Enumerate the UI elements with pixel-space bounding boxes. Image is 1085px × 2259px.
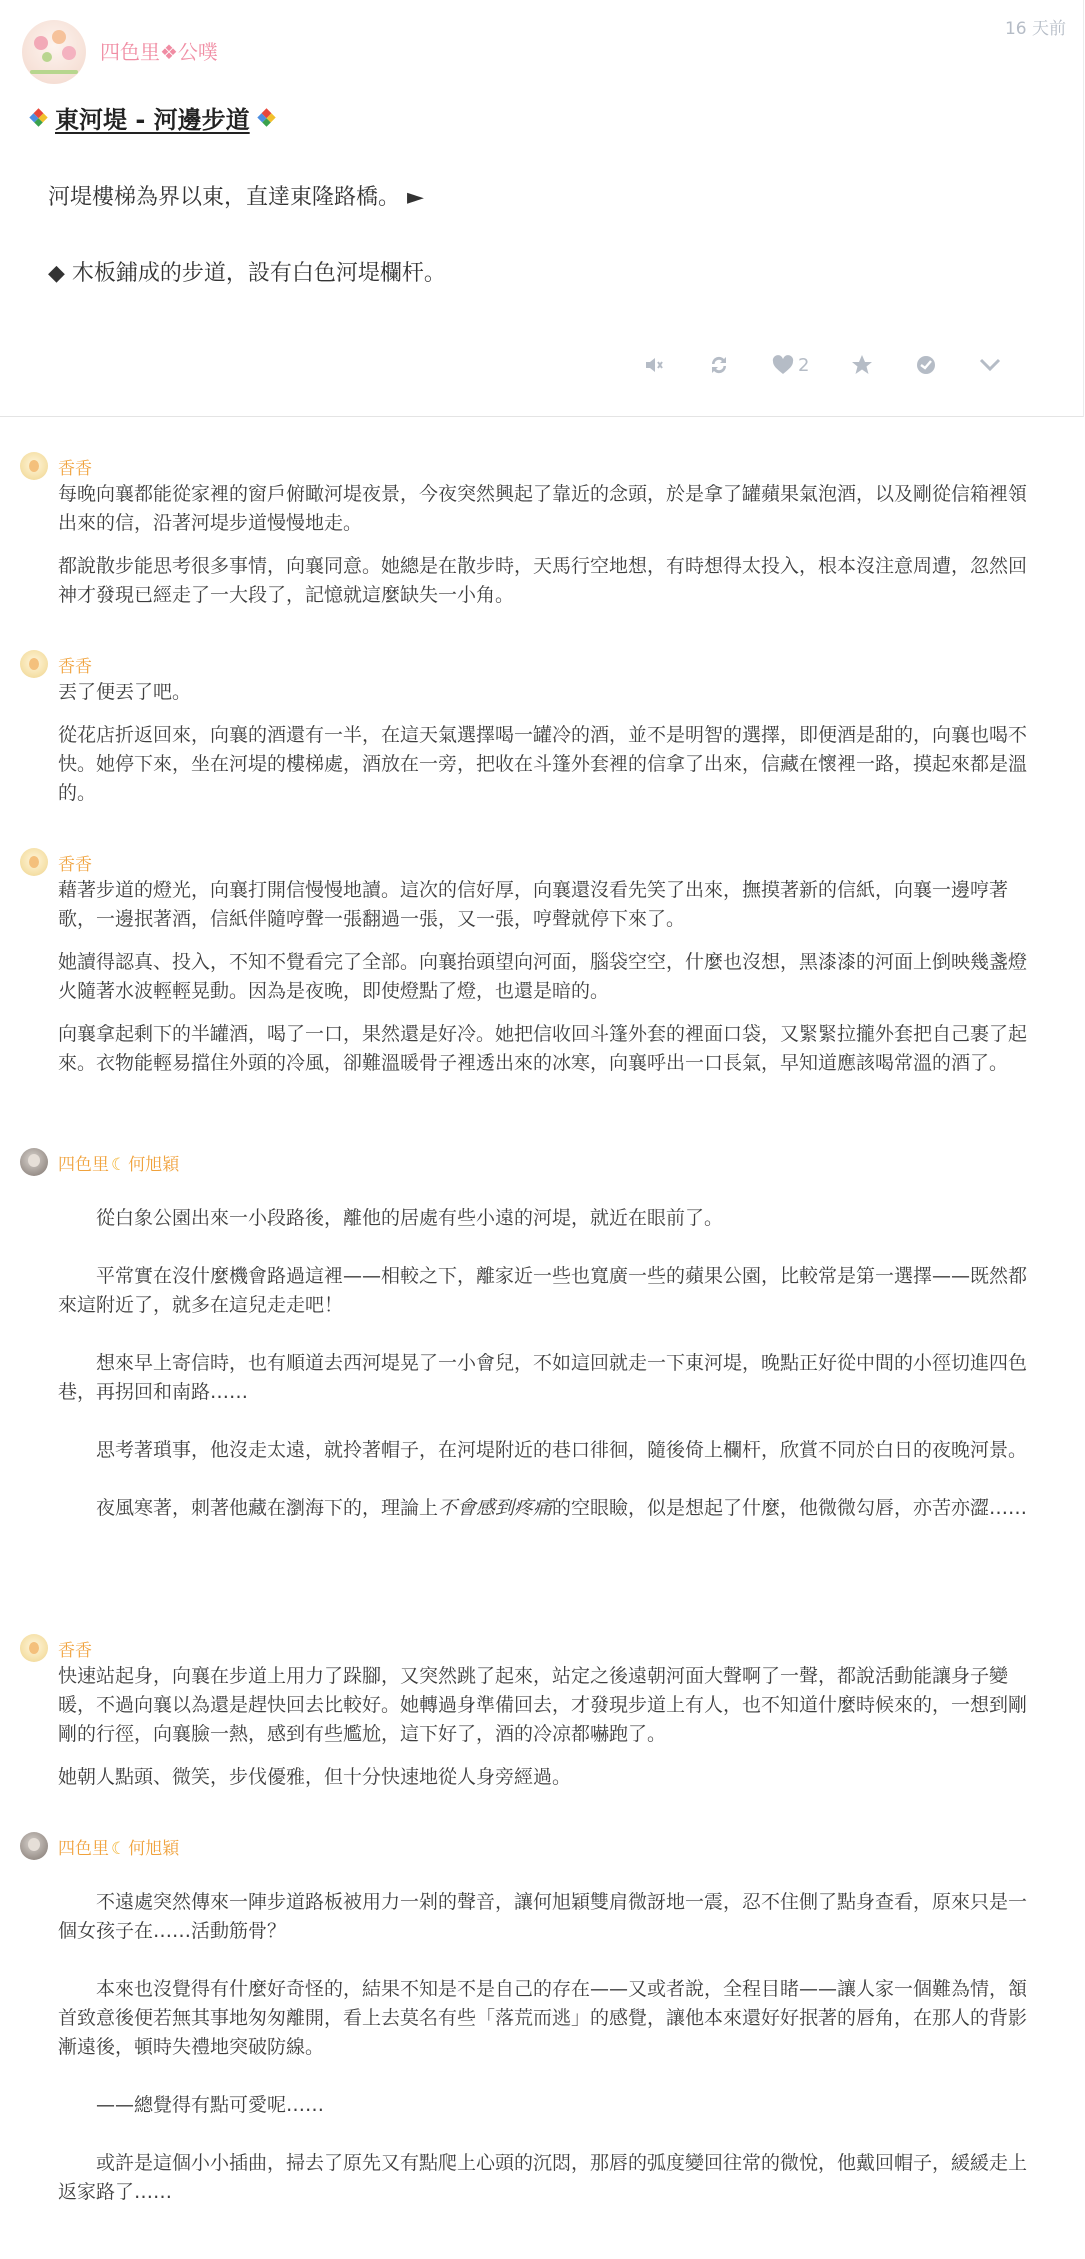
avatar[interactable] xyxy=(20,1148,48,1176)
more-button[interactable] xyxy=(979,358,1001,372)
author-nickname: 四色里 xyxy=(58,1155,109,1175)
post-text-line: 河堤樓梯為界以東，直達東隆路橋。 ► xyxy=(48,185,424,210)
response-paragraph: 向襄拿起剩下的半罐酒，喝了一口，果然還是好冷。她把信收回斗篷外套的裡面口袋，又緊緊拉攏外套把自己裹了起來。衣物能輕易擋住外頭的冷風，卻難溫暖骨子裡透出來的冰寒，向襄呼出一口長氣，早知道應該喝常溫的酒了。 xyxy=(58,1023,1028,1074)
block-icon xyxy=(915,354,937,376)
avatar[interactable] xyxy=(20,848,48,876)
chevron-down-icon xyxy=(979,358,1001,372)
author-nickname: 四色里 xyxy=(58,1839,109,1859)
replurk-button[interactable] xyxy=(708,354,730,376)
response-paragraph: 思考著瑣事，他沒走太遠，就拎著帽子，在河堤附近的巷口徘徊，隨後倚上欄杆，欣賞不同於白日的夜晚河景。 xyxy=(96,1439,1028,1461)
heart-icon xyxy=(772,355,794,375)
response-body xyxy=(58,876,1036,1078)
response-paragraph: 想來早上寄信時，也有順道去西河堤晃了一小會兒，不如這回就走一下東河堤，晚點正好從中間的小徑切進四色巷，再拐回和南路…… xyxy=(58,1352,1028,1403)
post-timestamp: 16 天前 xyxy=(1004,19,1066,39)
mute-button[interactable] xyxy=(644,355,666,375)
post-author-avatar[interactable] xyxy=(22,20,86,84)
response-paragraph: 快速站起身，向襄在步道上用力了跺腳，又突然跳了起來，站定之後遠朝河面大聲啊了一聲，都說活動能讓身子變暖，不過向襄以為還是趕快回去比較好。她轉過身準備回去，才發現步道上有人，也不知道什麼時候來的，一想到剛剛的行徑，向襄臉一熱，感到有些尷尬，這下好了，酒的冷凉都嚇跑了。 xyxy=(58,1665,1028,1745)
response-body xyxy=(58,678,1036,808)
response-paragraph: 或許是這個小小插曲，掃去了原先又有點爬上心頭的沉悶，那唇的弧度變回往常的微悅，他戴回帽子，緩緩走上返家路了…… xyxy=(58,2152,1028,2203)
response-body xyxy=(58,1662,1036,1792)
response-paragraph: 她朝人點頭、微笑，步伐優雅，但十分快速地從人身旁經過。 xyxy=(58,1766,572,1788)
post-title-row xyxy=(22,100,283,135)
post-actions xyxy=(644,354,1001,376)
response-author[interactable]: 香香 xyxy=(58,1641,92,1661)
post-text-line: ◆ 木板鋪成的步道，設有白色河堤欄杆。 xyxy=(48,261,446,286)
paragraph-text: 夜風寒著，刺著他藏在瀏海下的，理論上 xyxy=(96,1497,439,1519)
response-paragraph: 平常實在沒什麼機會路過這裡——相較之下，離家近一些也寬廣一些的蘋果公園，比較常是第一選擇——既然都來這附近了，就多在這兒走走吧！ xyxy=(58,1265,1028,1316)
avatar[interactable] xyxy=(20,1832,48,1860)
response-paragraph xyxy=(58,1494,1036,1523)
block-button[interactable] xyxy=(915,354,937,376)
avatar[interactable] xyxy=(20,650,48,678)
diamond-icon xyxy=(257,108,275,126)
response-paragraph: 藉著步道的燈光，向襄打開信慢慢地讀。這次的信好厚，向襄還沒看先笑了出來，撫摸著新的信紙，向襄一邊哼著歌，一邊抿著酒，信紙伴隨哼聲一張翻過一張，又一張，哼聲就停下來了。 xyxy=(58,879,1009,930)
response-paragraph: 不遠處突然傳來一陣步道路板被用力一剁的聲音，讓何旭穎雙肩微訝地一震，忍不住側了點身查看，原來只是一個女孩子在……活動筋骨？ xyxy=(58,1891,1028,1942)
plurk-post xyxy=(0,0,1084,417)
paragraph-text: 的空眼瞼，似是想起了什麼，他微微勾唇，亦苦亦澀…… xyxy=(552,1497,1028,1519)
italic-text: 不會感到疼痛 xyxy=(438,1497,553,1519)
crescent-moon-icon: ☾ xyxy=(111,1155,127,1175)
response-paragraph: 她讀得認真、投入，不知不覺看完了全部。向襄抬頭望向河面，腦袋空空，什麼也沒想，黑漆漆的河面上倒映幾盞燈火隨著水波輕輕晃動。因為是夜晚，即使燈點了燈，也還是暗的。 xyxy=(58,951,1028,1002)
post-title-link[interactable]: 東河堤 - 河邊步道 xyxy=(55,106,250,134)
response-author[interactable]: 香香 xyxy=(58,657,92,677)
response-author[interactable]: 香香 xyxy=(58,459,92,479)
response-author[interactable] xyxy=(58,1150,179,1175)
response-paragraph: 每晚向襄都能從家裡的窗戶俯瞰河堤夜景，今夜突然興起了靠近的念頭，於是拿了罐蘋果氣泡酒，以及剛從信箱裡領出來的信，沿著河堤步道慢慢地走。 xyxy=(58,483,1028,534)
avatar[interactable] xyxy=(20,1634,48,1662)
author-character-name: 何旭穎 xyxy=(128,1839,180,1859)
response-author[interactable]: 香香 xyxy=(58,855,92,875)
avatar[interactable] xyxy=(20,452,48,480)
post-author-name[interactable]: 四色里❖公噗 xyxy=(100,40,218,64)
star-icon xyxy=(851,354,873,376)
response-paragraph: 都說散步能思考很多事情，向襄同意。她總是在散步時，天馬行空地想，有時想得太投入，根本沒注意周遭，忽然回神才發現已經走了一大段了，記憶就這麼缺失一小角。 xyxy=(58,555,1028,606)
response-paragraph: 從白象公園出來一小段路後，離他的居處有些小遠的河堤，就近在眼前了。 xyxy=(96,1207,724,1229)
crescent-moon-icon: ☾ xyxy=(111,1839,127,1859)
like-count: 2 xyxy=(798,354,810,376)
response-paragraph: ——總覺得有點可愛呢…… xyxy=(96,2094,325,2116)
author-character-name: 何旭穎 xyxy=(128,1155,180,1175)
diamond-icon xyxy=(29,108,47,126)
replurk-icon xyxy=(708,354,730,376)
response-paragraph: 本來也沒覺得有什麼好奇怪的，結果不知是不是自己的存在——又或者說，全程目睹——讓人家一個難為情，頷首致意後便若無其事地匆匆離開，看上去莫名有些「落荒而逃」的感覺，讓他本來還好好抿著的唇角，在那人的背影漸遠後，頓時失禮地突破防線。 xyxy=(58,1978,1028,2058)
mute-icon xyxy=(644,355,666,375)
response-paragraph: 從花店折返回來，向襄的酒還有一半，在這天氣選擇喝一罐冷的酒，並不是明智的選擇，即便酒是甜的，向襄也喝不快。她停下來，坐在河堤的樓梯處，酒放在一旁，把收在斗篷外套裡的信拿了出來，信藏在懷裡一路，摸起來都是溫的。 xyxy=(58,724,1028,804)
response-body xyxy=(58,1888,1036,2207)
response-body xyxy=(58,1204,1036,1523)
response-author[interactable] xyxy=(58,1834,179,1859)
like-button[interactable] xyxy=(772,355,809,376)
response-paragraph: 丟了便丟了吧。 xyxy=(58,681,192,703)
response-body xyxy=(58,480,1036,610)
favorite-button[interactable] xyxy=(851,354,873,376)
